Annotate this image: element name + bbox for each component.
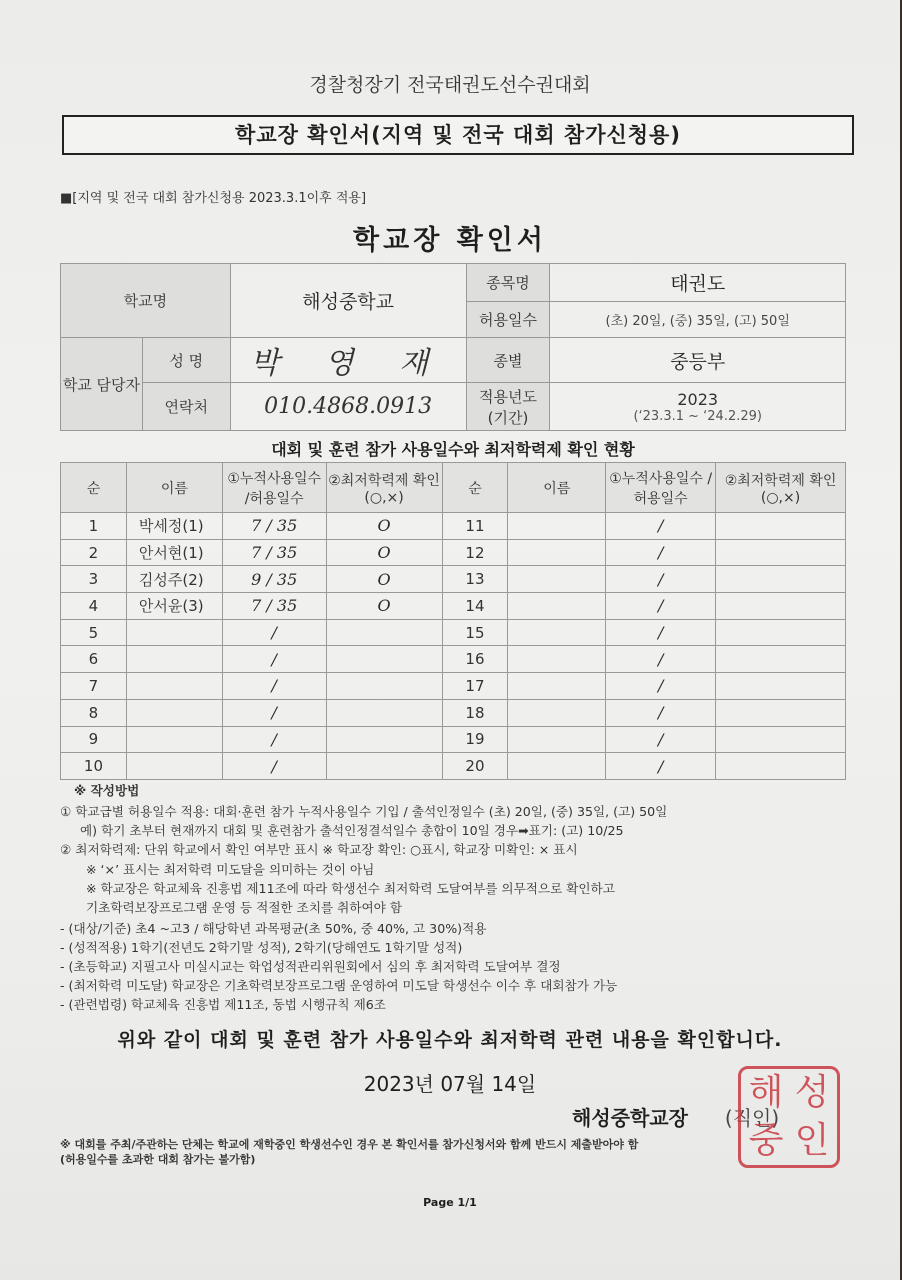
row-number: 10 (61, 753, 127, 780)
table-row (61, 566, 846, 593)
used-days: 7 / 35 (222, 593, 326, 620)
used-days: 7 / 35 (222, 513, 326, 540)
year-label: 적용년도 (기간) (466, 383, 550, 431)
note-line: - (관련법령) 학교체육 진흥법 제11조, 동법 시행규칙 제6조 (60, 997, 386, 1012)
table-row (61, 619, 846, 646)
row-number: 19 (442, 726, 508, 753)
student-name (508, 619, 606, 646)
note-line: - (성적적용) 1학기(전년도 2학기말 성적), 2학기(당해연도 1학기말 성적) (60, 940, 463, 955)
used-days: / (222, 753, 326, 780)
student-name (508, 646, 606, 673)
col-no: 순 (61, 463, 127, 513)
col-grade: ②최저학력제 확인(○,×) (716, 463, 846, 513)
grade-check (716, 619, 846, 646)
table-row (61, 699, 846, 726)
issue-date: 2023년 07월 14일 (363, 1072, 537, 1096)
grade-check (716, 566, 846, 593)
row-number: 11 (442, 513, 508, 540)
grade-check (716, 593, 846, 620)
row-number: 4 (61, 593, 127, 620)
status-title: 대회 및 훈련 참가 사용일수와 최저학력제 확인 현황 (271, 440, 635, 459)
year-period: (‘23.3.1 ~ ‘24.2.29) (633, 408, 762, 424)
year-value: 2023 (677, 389, 719, 409)
row-number: 1 (61, 513, 127, 540)
grade-check (716, 646, 846, 673)
used-days: / (222, 646, 326, 673)
note-line: ① 학교급별 허용일수 적용: 대회·훈련 참가 누적사용일수 기입 / 출석인정일수 (초) 20일, (중) 35일, (고) 50일 (60, 804, 668, 819)
name-label: 성 명 (142, 338, 230, 383)
grade-check (326, 726, 442, 753)
year-cell (550, 383, 846, 431)
note-line: - (최저학력 미도달) 학교장은 기초학력보장프로그램 운영하여 미도달 학생선수 이수 후 대회참가 가능 (60, 978, 618, 993)
student-name (508, 699, 606, 726)
category-value: 중등부 (550, 338, 846, 383)
used-days: / (606, 753, 716, 780)
used-days: / (606, 646, 716, 673)
used-days: / (606, 539, 716, 566)
row-number: 14 (442, 593, 508, 620)
col-days: ①누적사용일수 /허용일수 (222, 463, 326, 513)
student-name (508, 726, 606, 753)
note-line: - (대상/기준) 초4 ~고3 / 해당학년 과목평균(초 50%, 중 40%, 고 30%)적용 (60, 921, 487, 936)
used-days: / (222, 726, 326, 753)
event-value: 태권도 (550, 264, 846, 302)
table-row (61, 593, 846, 620)
note-line: 예) 학기 초부터 현재까지 대회 및 훈련참가 출석인정결석일수 총합이 10일 경우➡표기: (고) 10/25 (80, 823, 624, 838)
used-days: / (222, 619, 326, 646)
grade-check: O (326, 539, 442, 566)
grade-check (326, 753, 442, 780)
school-seal-stamp (738, 1066, 840, 1168)
note-line: ※ 작성방법 (74, 783, 140, 798)
col-days: ①누적사용일수 /허용일수 (606, 463, 716, 513)
used-days: / (222, 699, 326, 726)
school-label: 학교명 (61, 264, 231, 338)
standard-note: ■[지역 및 전국 대회 참가신청용 2023.3.1이후 적용] (60, 191, 367, 206)
used-days: / (606, 619, 716, 646)
note-line: ※ 학교장은 학교체육 진흥법 제11조에 따라 학생선수 최저학력 도달여부를 의무적으로 확인하고 (86, 881, 615, 896)
note-line: ※ ‘×’ 표시는 최저학력 미도달을 의미하는 것이 아님 (86, 862, 375, 877)
event-label: 종목명 (466, 264, 550, 302)
grade-check: O (326, 566, 442, 593)
category-label: 종별 (466, 338, 550, 383)
col-grade: ②최저학력제 확인(○,×) (326, 463, 442, 513)
seal-char: 성 (794, 1072, 830, 1113)
student-name: 안서현(1) (126, 539, 222, 566)
note-line: - (초등학교) 지필고사 미실시교는 학업성적관리위원회에서 심의 후 최저학력 도달여부 결정 (60, 959, 561, 974)
table-row (61, 673, 846, 700)
row-number: 15 (442, 619, 508, 646)
school-name: 해성중학교 (230, 264, 466, 338)
contact-handwritten: 010.4868.0913 (230, 383, 466, 431)
submission-note-line-2: (허용일수를 초과한 대회 참가는 불가함) (60, 1153, 256, 1166)
student-name: 김성주(2) (126, 566, 222, 593)
used-days: / (606, 673, 716, 700)
table-row (61, 513, 846, 540)
grade-check (716, 513, 846, 540)
grade-check (716, 753, 846, 780)
principal-name: 해성중학교장 (572, 1106, 688, 1130)
seal-char: 인 (794, 1120, 830, 1161)
row-number: 6 (61, 646, 127, 673)
student-name (508, 539, 606, 566)
row-number: 12 (442, 539, 508, 566)
seal-mark: (직인) (724, 1106, 780, 1130)
submission-note (60, 1137, 638, 1167)
student-name (126, 673, 222, 700)
row-number: 17 (442, 673, 508, 700)
table-row (61, 726, 846, 753)
grade-check (326, 646, 442, 673)
allowed-value: (초) 20일, (중) 35일, (고) 50일 (550, 302, 846, 338)
row-number: 8 (61, 699, 127, 726)
row-number: 20 (442, 753, 508, 780)
used-days: / (606, 566, 716, 593)
used-days: / (606, 513, 716, 540)
row-number: 16 (442, 646, 508, 673)
student-name (126, 726, 222, 753)
manager-name-handwritten: 박 영 재 (230, 338, 466, 383)
confirm-statement: 위와 같이 대회 및 훈련 참가 사용일수와 최저학력 관련 내용을 확인합니다. (117, 1029, 783, 1051)
row-number: 9 (61, 726, 127, 753)
contact-label: 연락처 (142, 383, 230, 431)
student-name (508, 593, 606, 620)
student-name (508, 673, 606, 700)
row-number: 7 (61, 673, 127, 700)
col-name: 이름 (508, 463, 606, 513)
page-number: Page 1/1 (423, 1196, 477, 1209)
student-name: 안서윤(3) (126, 593, 222, 620)
note-line: 기초학력보장프로그램 운영 등 적절한 조치를 취하여야 함 (86, 900, 402, 915)
used-days: / (606, 699, 716, 726)
used-days: / (606, 726, 716, 753)
used-days: 7 / 35 (222, 539, 326, 566)
row-number: 3 (61, 566, 127, 593)
grade-check (716, 699, 846, 726)
seal-char: 해 (748, 1072, 784, 1113)
submission-note-line-1: ※ 대회를 주최/주관하는 단체는 학교에 재학중인 학생선수인 경우 본 확인서를 참가신청서와 함께 반드시 제출받아야 함 (60, 1138, 639, 1151)
student-name (126, 619, 222, 646)
table-row (61, 646, 846, 673)
used-days: 9 / 35 (222, 566, 326, 593)
student-name (126, 699, 222, 726)
grade-check (716, 726, 846, 753)
student-name: 박세정(1) (126, 513, 222, 540)
student-name (508, 513, 606, 540)
student-name (508, 753, 606, 780)
used-days: / (222, 673, 326, 700)
row-number: 18 (442, 699, 508, 726)
table-row (61, 753, 846, 780)
main-title: 학교장 확인서 (353, 225, 547, 256)
grade-check (326, 619, 442, 646)
table-row (61, 539, 846, 566)
manager-label: 학교 담당자 (61, 338, 143, 431)
roster-header (61, 463, 846, 513)
row-number: 5 (61, 619, 127, 646)
student-name (126, 646, 222, 673)
grade-check (326, 673, 442, 700)
grade-check (716, 673, 846, 700)
col-name: 이름 (126, 463, 222, 513)
grade-check (716, 539, 846, 566)
allowed-label: 허용일수 (466, 302, 550, 338)
note-line: ② 최저학력제: 단위 학교에서 확인 여부만 표시 ※ 학교장 확인: ○표시, 학교장 미확인: × 표시 (60, 842, 578, 857)
col-no: 순 (442, 463, 508, 513)
seal-char: 중 (748, 1120, 784, 1161)
roster-table (60, 462, 846, 780)
student-name (508, 566, 606, 593)
event-name: 경찰청장기 전국태권도선수권대회 (309, 74, 591, 96)
grade-check: O (326, 593, 442, 620)
used-days: / (606, 593, 716, 620)
student-name (126, 753, 222, 780)
grade-check (326, 699, 442, 726)
info-table (60, 263, 846, 431)
form-title: 학교장 확인서(지역 및 전국 대회 참가신청용) (62, 115, 854, 155)
row-number: 13 (442, 566, 508, 593)
row-number: 2 (61, 539, 127, 566)
grade-check: O (326, 513, 442, 540)
